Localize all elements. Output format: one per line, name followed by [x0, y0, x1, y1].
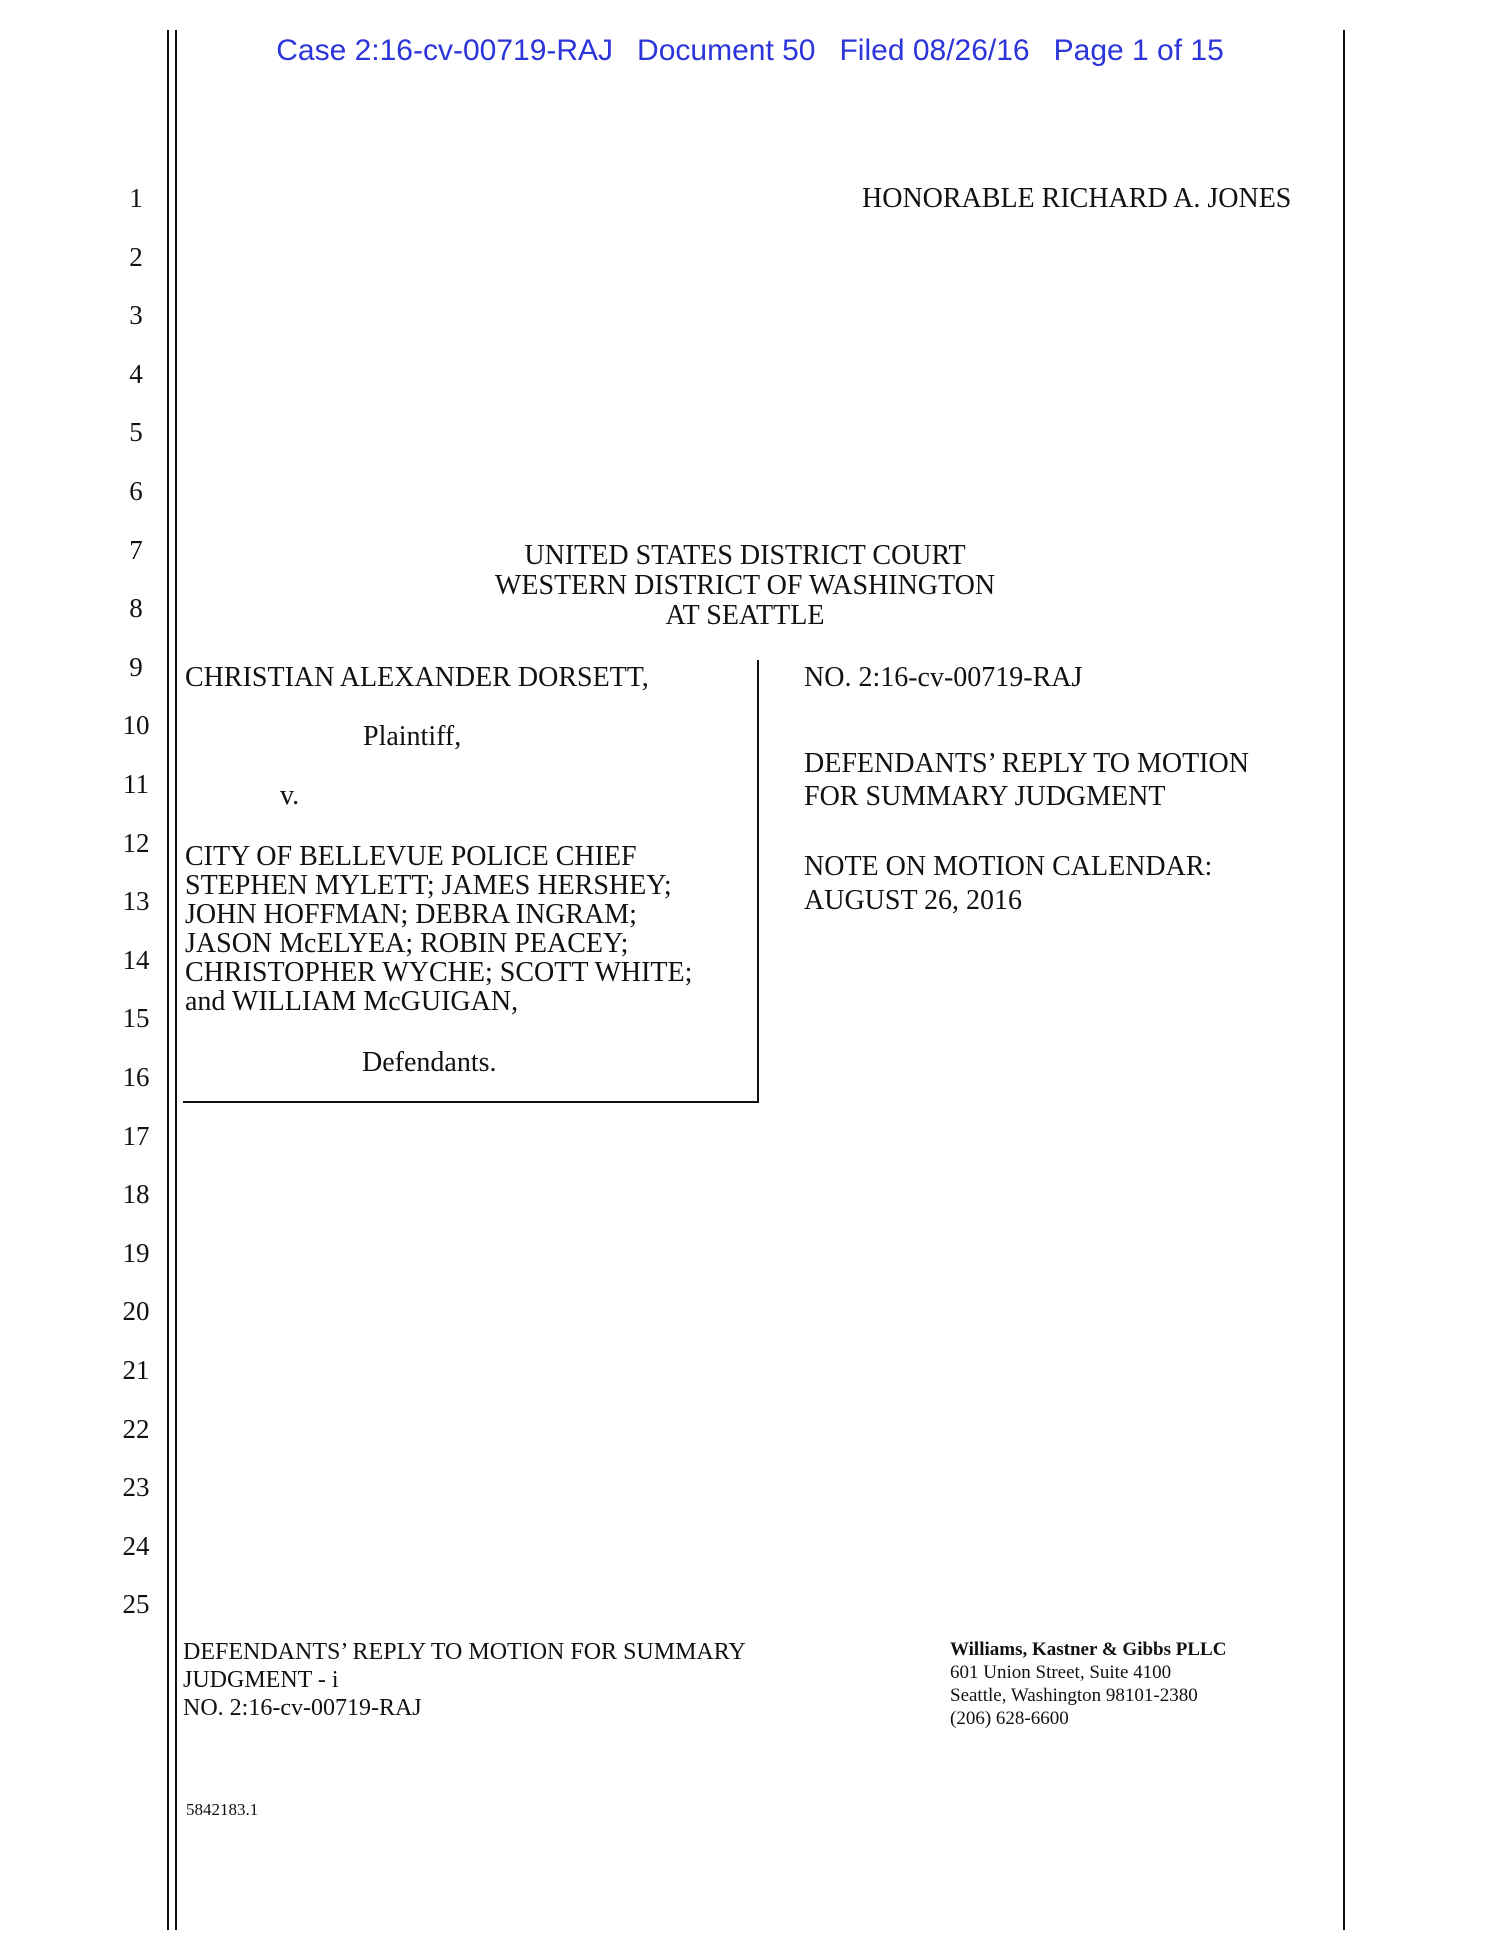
line-number: 16	[122, 1062, 150, 1092]
line-number: 10	[122, 710, 150, 741]
header-case: Case 2:16-cv-00719-RAJ	[276, 34, 614, 67]
court-location: AT SEATTLE	[665, 600, 825, 631]
judge-name: HONORABLE RICHARD A. JONES	[862, 183, 1292, 214]
line-number: 7	[129, 534, 143, 565]
line-number: 5	[129, 417, 143, 448]
footer-case-number: NO. 2:16-cv-00719-RAJ	[183, 1695, 422, 1721]
firm-name: Williams, Kastner & Gibbs PLLC	[950, 1639, 1227, 1660]
line-number: 1	[129, 183, 143, 213]
document-id: 5842183.1	[186, 1800, 259, 1819]
plaintiff-role: Plaintiff,	[363, 721, 462, 752]
caption-bottom-rule	[183, 1101, 759, 1103]
line-number: 25	[122, 1589, 150, 1620]
line-number: 8	[129, 593, 143, 624]
line-number: 17	[122, 1120, 150, 1151]
ecf-header	[0, 34, 1500, 68]
line-number: 22	[122, 1413, 150, 1444]
defendants-line-2: STEPHEN MYLETT; JAMES HERSHEY;	[185, 870, 672, 901]
case-number: NO. 2:16-cv-00719-RAJ	[804, 662, 1083, 693]
defendants-role: Defendants.	[362, 1047, 497, 1078]
note-on-motion-date: AUGUST 26, 2016	[804, 885, 1023, 916]
court-name-line1: UNITED STATES DISTRICT COURT	[524, 540, 966, 571]
firm-address-city: Seattle, Washington 98101-2380	[950, 1685, 1198, 1706]
line-number: 2	[129, 241, 143, 272]
document-title-line1: DEFENDANTS’ REPLY TO MOTION	[804, 748, 1249, 779]
line-number: 14	[122, 944, 150, 975]
line-number: 9	[129, 651, 143, 682]
line-number: 19	[122, 1237, 150, 1268]
line-number: 18	[122, 1179, 150, 1210]
defendants-line-3: JOHN HOFFMAN; DEBRA INGRAM;	[185, 899, 637, 930]
line-number: 12	[122, 827, 150, 858]
firm-phone: (206) 628-6600	[950, 1708, 1069, 1729]
left-margin-rule-outer	[167, 30, 169, 1930]
document-title-line2: FOR SUMMARY JUDGMENT	[804, 781, 1166, 812]
left-margin-rule-inner	[175, 30, 177, 1930]
caption-vertical-rule	[757, 660, 759, 1102]
footer-title-line1: DEFENDANTS’ REPLY TO MOTION FOR SUMMARY	[183, 1639, 746, 1665]
header-page: Page 1 of 15	[1053, 34, 1224, 67]
versus: v.	[280, 780, 300, 811]
line-number: 13	[122, 886, 150, 917]
defendants-line-1: CITY OF BELLEVUE POLICE CHIEF	[185, 841, 637, 872]
line-number: 11	[123, 769, 149, 799]
line-number: 6	[129, 476, 143, 506]
defendants-line-4: JASON McELYEA; ROBIN PEACEY;	[185, 928, 629, 959]
plaintiff-name: CHRISTIAN ALEXANDER DORSETT,	[185, 662, 649, 693]
note-on-motion-label: NOTE ON MOTION CALENDAR:	[804, 851, 1213, 882]
line-number: 21	[122, 1355, 150, 1385]
defendants-line-6: and WILLIAM McGUIGAN,	[185, 986, 519, 1017]
header-filed: Filed 08/26/16	[839, 34, 1030, 67]
court-name-line2: WESTERN DISTRICT OF WASHINGTON	[494, 570, 996, 601]
line-number: 20	[122, 1296, 150, 1327]
line-number: 15	[122, 1003, 150, 1034]
firm-address-street: 601 Union Street, Suite 4100	[950, 1662, 1172, 1683]
line-number: 4	[129, 358, 143, 389]
line-number: 24	[122, 1530, 150, 1561]
line-number: 3	[129, 300, 143, 331]
defendants-line-5: CHRISTOPHER WYCHE; SCOTT WHITE;	[185, 957, 693, 988]
footer-title-line2: JUDGMENT - i	[183, 1667, 339, 1693]
header-document: Document 50	[637, 34, 816, 67]
line-number: 23	[122, 1472, 150, 1503]
right-margin-rule	[1343, 30, 1345, 1930]
